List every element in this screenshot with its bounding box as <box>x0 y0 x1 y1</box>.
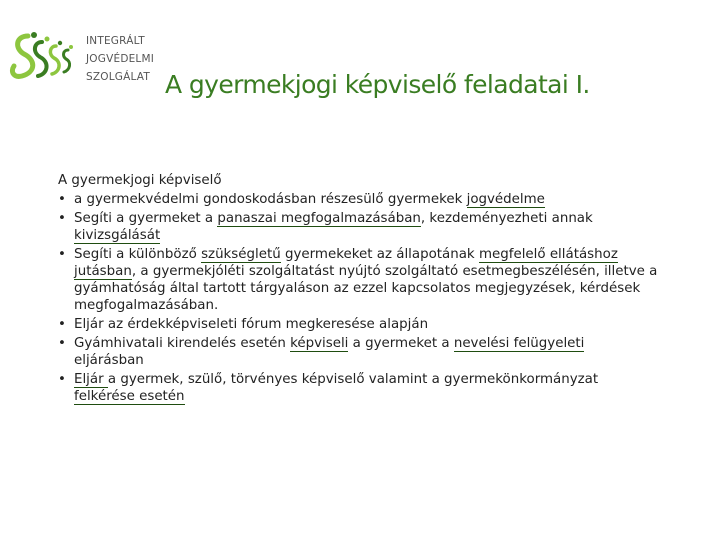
list-item <box>58 335 658 369</box>
item-text: eljárásban <box>74 353 144 368</box>
bullet-list <box>58 191 658 405</box>
content-heading: A gyermekjogi képviselő <box>58 173 222 188</box>
logo-line: INTEGRÁLT <box>86 35 145 47</box>
underlined-text: jogvédelme <box>466 192 545 207</box>
item-text: , kezdeményezheti annak <box>420 211 593 226</box>
item-text: Segíti a különböző <box>74 247 202 262</box>
item-text: a gyermek, szülő, törvényes képviselő valamint a gyermekönkormányzat <box>107 372 599 387</box>
item-text: a gyermekvédelmi gondoskodásban részesülő gyermekek <box>74 192 467 207</box>
item-text: a gyermeket a <box>348 336 454 351</box>
underlined-text: panaszai megfogalmazásában <box>217 211 421 226</box>
logo-line: SZOLGÁLAT <box>86 71 150 83</box>
logo-line: JOGVÉDELMI <box>86 53 155 65</box>
item-text: Gyámhivatali kirendelés esetén <box>74 336 291 351</box>
logo-text <box>86 32 154 86</box>
underlined-text: szükségletű <box>201 247 281 262</box>
underlined-text: nevelési felügyeleti <box>453 336 585 351</box>
list-item <box>58 210 658 244</box>
list-item <box>58 191 658 208</box>
page-title: A gyermekjogi képviselő feladatai I. <box>165 70 590 99</box>
list-item <box>58 316 658 333</box>
underlined-text: felkérése esetén <box>74 389 185 404</box>
list-item <box>58 246 658 314</box>
underlined-text: képviseli <box>290 336 349 351</box>
paragraph-sign-logo-icon <box>6 30 78 92</box>
content-body <box>58 172 658 407</box>
item-text: gyermekeket az állapotának <box>280 247 479 262</box>
logo <box>6 26 176 96</box>
item-text: Segíti a gyermeket a <box>74 211 218 226</box>
item-text: , a gyermekjóléti szolgáltatást nyújtó szolgáltató esetmegbeszélésén, illetve a gyámhatóság által tartott tárgyaláson az ezzel kapcsolatos megjegyzések, kérdések megfogalmazásában. <box>74 264 658 313</box>
underlined-text: kivizsgálását <box>74 228 161 243</box>
underlined-text: Eljár <box>74 372 108 387</box>
item-text: Eljár az érdekképviseleti fórum megkeresése alapján <box>74 317 429 332</box>
list-item <box>58 371 658 405</box>
underlined-text: megfelelő ellátáshoz jutásban <box>74 247 618 279</box>
